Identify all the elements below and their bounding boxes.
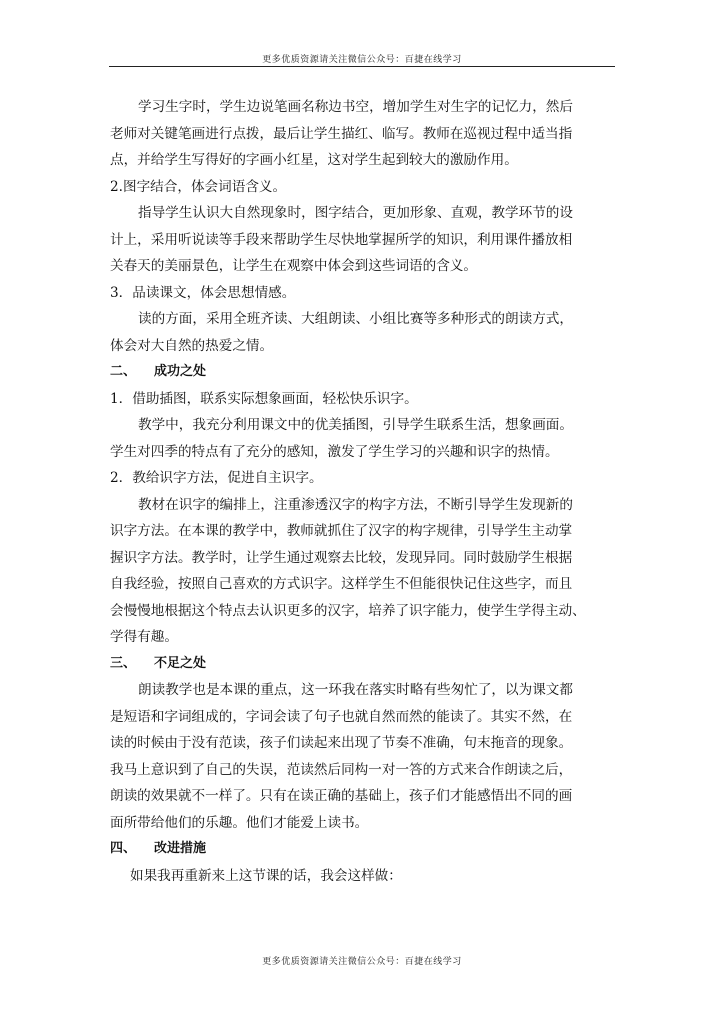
- paragraph-line: 教材在识字的编排上，注重渗透汉字的构字方法，不断引导学生发现新的: [138, 496, 573, 513]
- section-heading: [110, 651, 615, 678]
- section-number: 二、: [110, 364, 137, 379]
- paragraph-line: 学得有趣。: [110, 629, 178, 645]
- paragraph-line: 朗读的效果就不一样了。只有在读正确的基础上，孩子们才能感悟出不同的画: [110, 788, 573, 804]
- paragraph-line: 学习生字时，学生边说笔画名称边书空，增加学生对生字的记忆力，然后: [138, 99, 573, 115]
- paragraph-line: 体会对大自然的热爱之情。: [110, 337, 274, 354]
- section-number: 三、: [110, 655, 137, 671]
- item-title: 2.图字结合，体会词语含义。: [110, 178, 287, 195]
- section-heading: [110, 359, 615, 386]
- document-body: [110, 94, 615, 889]
- paragraph-line: 读的时候由于没有范读，孩子们读起来出现了节奏不准确，句末拖音的现象。: [110, 735, 573, 751]
- page-footer: 更多优质资源请关注微信公众号：百捷在线学习: [262, 957, 462, 967]
- paragraph-line: 指导学生认识大自然现象时，图字结合，更加形象、直观，教学环节的设: [138, 205, 573, 221]
- paragraph-line: 朗读教学也是本课的重点，这一环我在落实时略有些匆忙了，以为课文都: [138, 682, 573, 698]
- item-title: 3．品读课文，体会思想情感。: [110, 284, 296, 301]
- paragraph-line: 我马上意识到了自己的失误，范读然后同构一对一答的方式来合作朗读之后，: [110, 761, 573, 778]
- item-title: 2．教给识字方法，促进自主识字。: [110, 470, 323, 486]
- paragraph-line: 学生对四季的特点有了充分的感知，激发了学生学习的兴趣和识字的热情。: [110, 443, 559, 460]
- section-number: 四、: [110, 841, 137, 856]
- paragraph-line: 是短语和字词组成的，字词会读了句子也就自然而然的能读了。其实不然，在: [110, 708, 573, 725]
- paragraph-line: 点，并给学生写得好的字画小红星，这对学生起到较大的激励作用。: [110, 152, 518, 168]
- section-title: 不足之处: [154, 655, 207, 671]
- item-title: 1．借助插图，联系实际想象画面，轻松快乐识字。: [110, 390, 418, 407]
- paragraph-line: 计上，采用听说读等手段来帮助学生尽快地掌握所学的知识，利用课件播放相: [110, 231, 573, 248]
- paragraph-line: 会慢慢地根据这个特点去认识更多的汉字，培养了识字能力，使学生学得主动、: [110, 602, 586, 619]
- paragraph-line: 识字方法。在本课的教学中，教师就抓住了汉字的构字规律，引导学生主动掌: [110, 523, 573, 539]
- paragraph-line: 教学中，我充分利用课文中的优美插图，引导学生联系生活，想象画面。: [138, 417, 573, 433]
- paragraph-line: 自我经验，按照自己喜欢的方式识字。这样学生不但能很快记住这些字，而且: [110, 576, 573, 592]
- paragraph-line: 握识字方法。教学时，让学生通过观察去比较，发现异同。同时鼓励学生根据: [110, 549, 573, 566]
- paragraph-line: 老师对关键笔画进行点拨，最后让学生描红、临写。教师在巡视过程中适当指: [110, 125, 573, 142]
- paragraph-line: 关春天的美丽景色，让学生在观察中体会到这些词语的含义。: [110, 258, 478, 274]
- section-title: 成功之处: [154, 364, 207, 379]
- paragraph-line: 面所带给他们的乐趣。他们才能爱上读书。: [110, 814, 369, 831]
- page-header: 更多优质资源请关注微信公众号：百捷在线学习: [262, 55, 462, 65]
- header-rule: [109, 66, 615, 67]
- paragraph-line: 如果我再重新来上这节课的话，我会这样做：: [130, 867, 402, 884]
- paragraph-line: 读的方面，采用全班齐读、大组朗读、小组比赛等多种形式的朗读方式，: [138, 311, 573, 327]
- section-heading: [110, 836, 615, 863]
- section-title: 改进措施: [154, 841, 207, 856]
